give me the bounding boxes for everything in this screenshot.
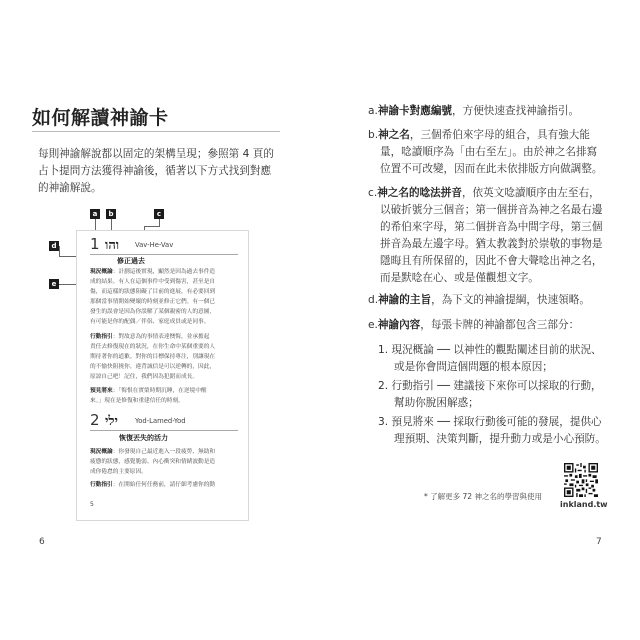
legend-line: 量，唸讀順序為「由右至左」。由於神之名排寫 [380, 146, 598, 158]
footnote: * 了解更多 72 神之名的學習與使用 [424, 492, 542, 501]
card-entry-number: 2 [90, 411, 100, 429]
legend-letter: b. [368, 129, 379, 141]
page-title: 如何解讀神諭卡 [32, 107, 169, 129]
section-line: 期待著你的道歉。對你的目標保持專注，別讓現在 [90, 354, 216, 360]
section-line: 責任去修復現在的狀況，在你生命中某個重要的人 [90, 344, 216, 350]
part-line: 3. 預見將來 ── 採取行動後可能的發展，提供心 [378, 416, 602, 428]
legend-item-c: c.神之名的唸法拼音，依英文唸讀順序由左至右， 以破折號分三個音；第一個拼音為神之名最右邊 的希伯來字母，第二個拼音為中間字母，第三個 拼音為最左邊字母。猶太教義對於崇敬的事物是 隱晦且有所保留的，因此不會大聲唸出神之名， 而是默唸在心、或是僅觀想文字。 [368, 185, 626, 287]
transliteration: Vav-He-Vav [135, 241, 174, 249]
qr-code-icon[interactable] [564, 463, 598, 497]
content-part-1 [378, 342, 628, 376]
entry-theme: 恢復丟失的活力 [119, 434, 168, 442]
oracle-card-sample [76, 230, 249, 521]
legend-item-e: e.神諭內容，每張卡牌的神諭都包含三部分： [368, 319, 580, 331]
section-label: 預見將來 [90, 388, 113, 394]
marker-d: d [49, 241, 59, 251]
legend-letter: a. [368, 105, 378, 117]
entry-divider [90, 254, 238, 255]
legend-line: 的希伯來字母，第二個拼音為中間字母，第三個 [380, 221, 603, 233]
entry-section-action [90, 332, 242, 382]
marker-c: c [154, 209, 164, 219]
marker-e: e [49, 279, 59, 289]
section-label: 現況概論 [90, 449, 113, 455]
entry-section-action [90, 480, 242, 490]
legend-label: 神諭卡對應編號 [377, 105, 453, 117]
part-line: 1. 現況概論 ── 以神性的觀點闡述目前的狀況、 [378, 344, 602, 356]
hebrew-name: ילי [105, 414, 118, 429]
transliteration: Yod-Lamed-Yod [135, 417, 186, 425]
section-line: 的不愉快阻撓你。違背誠信是可以逆轉的，因此， [90, 364, 216, 370]
card-entry-number: 1 [90, 235, 100, 253]
legend-line: 而是默唸在心、或是僅觀想文字。 [380, 272, 539, 284]
entry-section-current [90, 267, 242, 327]
hebrew-name: והו [105, 238, 120, 253]
intro-line: 占卜提問方法獲得神諭後，循著以下方式找到對應 [38, 165, 272, 177]
section-line: 那個當事情開始變壞的時刻並修正它們。有一個已 [90, 299, 216, 305]
legend-label: 神諭的主旨 [378, 294, 432, 306]
section-line: 原諒自己吧！記住，我們因為犯錯而成長。 [90, 374, 199, 380]
section-line: 發生的誤會是因為你誤解了某個親密的人的意圖， [90, 309, 216, 315]
intro-line: 每則神諭解說都以固定的架構呈現；參照第 4 頁的 [38, 148, 274, 160]
title-divider [32, 131, 280, 132]
part-line: 幫助你脫困解惑； [394, 397, 479, 409]
section-line: 疲憊的狀態，感覺脆弱、內心衝突和情緒波動是造 [90, 459, 216, 465]
section-line: 行動指引：在開始任何任務前，請仔細考慮你的動 [90, 482, 216, 488]
section-line: 成的結果。有人在這個事件中受到傷害，甚至是自 [90, 279, 216, 285]
legend-letter: d. [368, 294, 379, 306]
legend-item-b: b.神之名，三個希伯來字母的組合，具有強大能 量，唸讀順序為「由右至左」。由於神之名排寫 位置不可改變，因而在此未依排版方向做調整。 [368, 127, 626, 178]
legend-letter: e. [368, 319, 378, 331]
legend-line: 以破折號分三個音；第一個拼音為神之名最右邊 [380, 204, 603, 216]
right-page [320, 0, 640, 640]
legend-label: 神之名的唸法拼音 [377, 187, 462, 199]
section-line: 有可能是你的配偶／伴侶、家庭成員或是同事。 [90, 319, 210, 325]
legend-line: 拼音為最左邊字母。猶太教義對於崇敬的事物是 [380, 238, 603, 250]
legend-line: 隱晦且有所保留的，因此不會大聲唸出神之名， [380, 255, 603, 267]
leader-line-c [159, 219, 160, 226]
page-number: 6 [39, 537, 45, 547]
section-line: 現況概論：計劃這後實現，顯然是因為過去事件造 [90, 269, 216, 275]
section-label: 行動指引 [90, 334, 113, 340]
card-page-number: 5 [90, 501, 94, 508]
section-line: 成你倦怠的主要原因。 [90, 469, 147, 475]
entry-theme: 修正過去 [117, 257, 145, 265]
legend-item-a: a.神諭卡對應編號，方便快速查找神諭指引。 [368, 105, 580, 117]
legend-letter: c. [368, 187, 378, 199]
section-label: 行動指引 [90, 482, 113, 488]
intro-line: 的神諭解說。 [38, 182, 102, 194]
leader-line-c [144, 226, 160, 227]
section-line: 行動指引：對故意為的事情表達懊悔，並承擔起 [90, 334, 210, 340]
content-part-2 [378, 378, 628, 412]
section-line: 預見將來：「悔恨在實榮時期沉睡，在逆境中醒 [90, 388, 207, 394]
entry-section-current [90, 447, 242, 477]
marker-b: b [106, 209, 116, 219]
section-line: 來。」現在是修復和重建信任的時刻。 [90, 398, 184, 404]
part-line: 2. 行動指引 ── 建議接下來你可以採取的行動， [378, 380, 602, 392]
legend-label: 神之名 [378, 129, 410, 141]
intro-paragraph [38, 146, 282, 197]
entry-divider [90, 430, 238, 431]
content-part-3 [378, 414, 628, 448]
section-line: 現況概論：你發現自己最近進入一段疲勞、無助和 [90, 449, 216, 455]
legend-label: 神諭內容 [377, 319, 421, 331]
section-line: 傷，而這樣的狀態阻礙了目前的進展，有必要回到 [90, 289, 216, 295]
legend-item-d: d.神諭的主旨，為下文的神諭提綱，快速領略。 [368, 294, 590, 306]
part-line: 理預期、決策判斷，提升動力或是小心預防。 [394, 433, 606, 445]
legend-line: 位置不可改變，因而在此未依排版方向做調整。 [380, 163, 603, 175]
entry-section-future [90, 386, 242, 406]
marker-a: a [90, 209, 100, 219]
part-line: 或是你會問這個問題的根本原因； [394, 361, 553, 373]
page-number: 7 [596, 537, 602, 547]
leader-line-d [59, 246, 60, 256]
qr-caption[interactable]: inkland.tw [560, 500, 608, 509]
section-label: 現況概論 [90, 269, 113, 275]
